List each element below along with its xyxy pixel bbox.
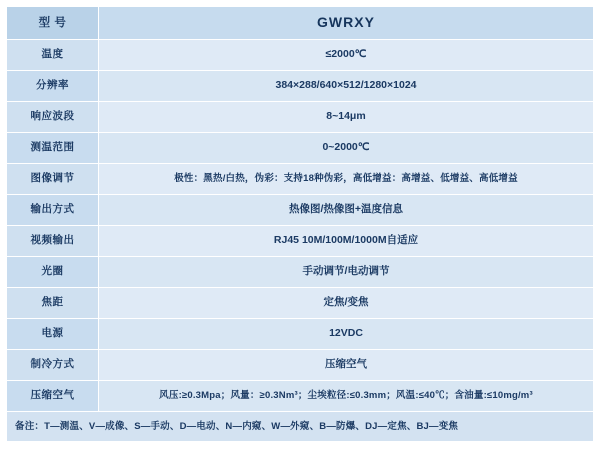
row-label: 响应波段 — [7, 102, 99, 133]
table-row — [7, 71, 594, 102]
table-row — [7, 133, 594, 164]
row-value: 热像图/热像图+温度信息 — [99, 195, 594, 226]
row-label: 型 号 — [7, 7, 99, 40]
table-body — [7, 7, 594, 442]
footnote-text: 备注：T—测温、V—成像、S—手动、D—电动、N—内窥、W—外窥、B—防爆、DJ—定焦、BJ—变焦 — [7, 412, 594, 442]
table-row — [7, 288, 594, 319]
table-row — [7, 102, 594, 133]
row-value: 12VDC — [99, 319, 594, 350]
row-value: 手动调节/电动调节 — [99, 257, 594, 288]
row-label: 图像调节 — [7, 164, 99, 195]
table-row — [7, 226, 594, 257]
model-name: GWRXY — [99, 7, 594, 40]
table-row — [7, 319, 594, 350]
row-label: 分辨率 — [7, 71, 99, 102]
row-label: 温度 — [7, 40, 99, 71]
table-row — [7, 381, 594, 412]
row-value: 定焦/变焦 — [99, 288, 594, 319]
row-value: RJ45 10M/100M/1000M自适应 — [99, 226, 594, 257]
table-footnote-row — [7, 412, 594, 442]
table-row — [7, 40, 594, 71]
row-value: 8~14μm — [99, 102, 594, 133]
row-value: 0~2000℃ — [99, 133, 594, 164]
table-row — [7, 195, 594, 226]
table-row — [7, 164, 594, 195]
row-value: 风压:≥0.3Mpa；风量：≥0.3Nm³；尘埃粒径:≤0.3mm；风温:≤40℃；含油量:≤10mg/m³ — [99, 381, 594, 412]
row-label: 电源 — [7, 319, 99, 350]
table-row — [7, 350, 594, 381]
row-label: 光圈 — [7, 257, 99, 288]
row-value: 压缩空气 — [99, 350, 594, 381]
table-row — [7, 257, 594, 288]
row-value: 极性：黑热/白热，伪彩：支持18种伪彩，高低增益：高增益、低增益、高低增益 — [99, 164, 594, 195]
row-label: 输出方式 — [7, 195, 99, 226]
row-label: 测温范围 — [7, 133, 99, 164]
row-label: 制冷方式 — [7, 350, 99, 381]
specification-table — [6, 6, 594, 442]
table-row — [7, 7, 594, 40]
row-value: 384×288/640×512/1280×1024 — [99, 71, 594, 102]
row-value: ≤2000℃ — [99, 40, 594, 71]
row-label: 压缩空气 — [7, 381, 99, 412]
row-label: 焦距 — [7, 288, 99, 319]
row-label: 视频输出 — [7, 226, 99, 257]
